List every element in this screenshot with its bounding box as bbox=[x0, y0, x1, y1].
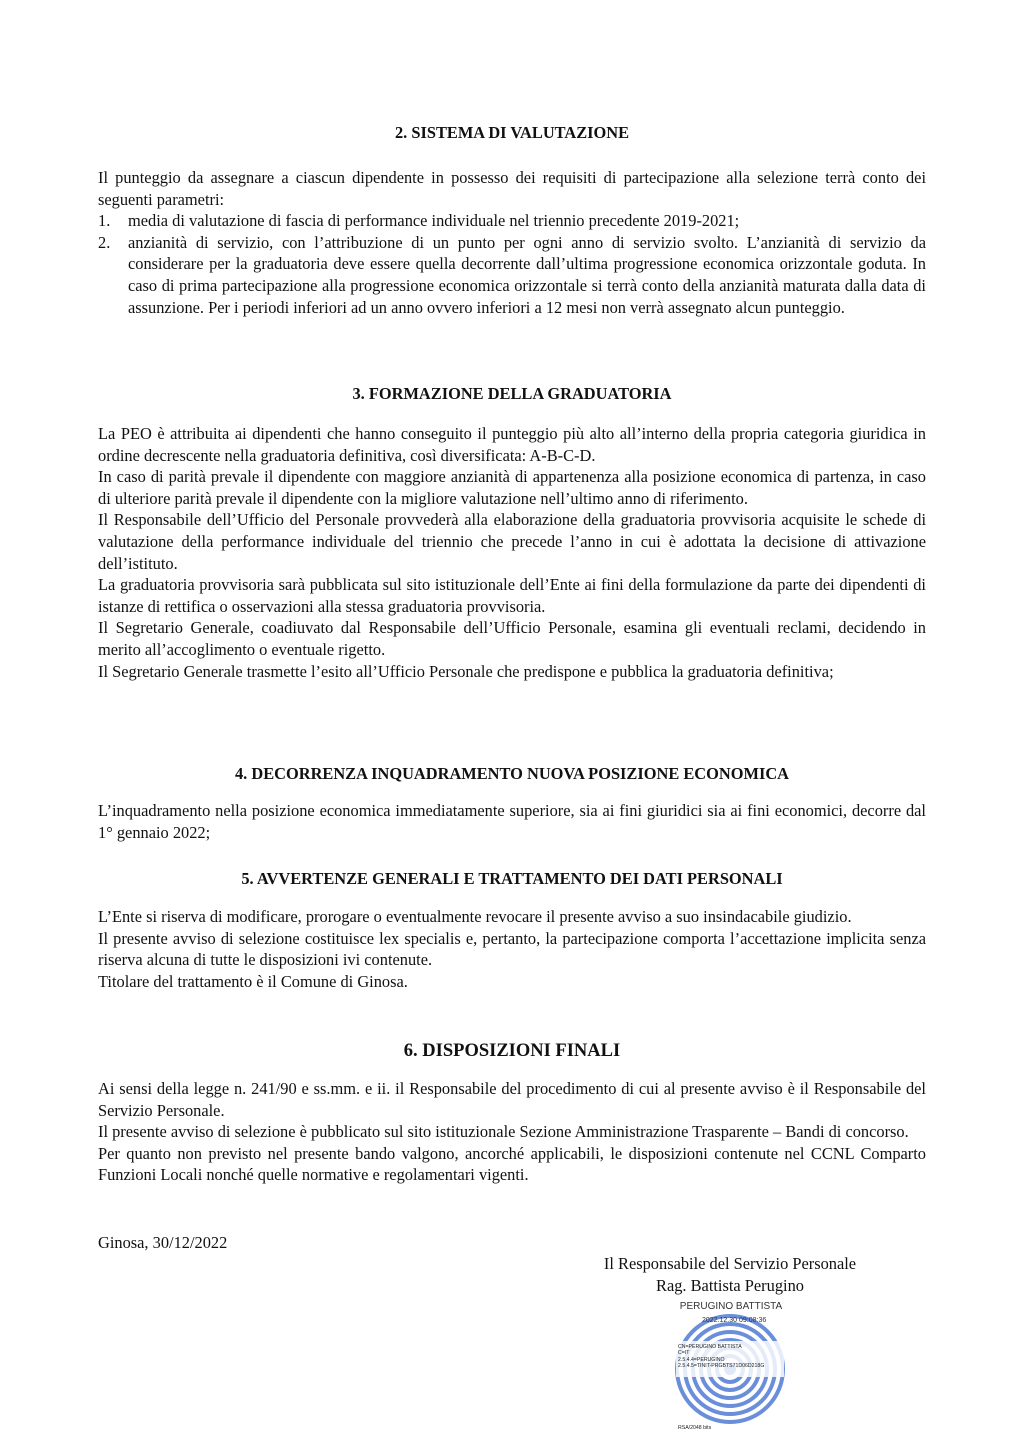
paragraph: La PEO è attribuita ai dipendenti che hanno conseguito il punteggio più alto all’interno della propria categoria giuridica in ordine decrescente nella graduatoria definitiva, così diversificata: A-B-C-D. bbox=[98, 424, 926, 465]
seal-cert-line: 2.5.4.5=TINIT-PRGBTS71D06D218G bbox=[678, 1363, 765, 1370]
list-item-text: anzianità di servizio, con l’attribuzione di un punto per ogni anno di servizio svolto. L’anzianità di servizio da considerare per la graduatoria deve essere quella decorrente dall’ultima progressione economica orizzontale goduta. In caso di prima partecipazione alla progressione economica orizzontale si terrà conto della anzianità maturata dalla data di assunzione. Per i periodi inferiori ad un anno ovvero inferiori a 12 mesi non verrà assegnato alcun punteggio. bbox=[128, 232, 926, 317]
seal-timestamp: 2022.12.30 09:08:36 bbox=[702, 1317, 767, 1324]
section-3-body bbox=[98, 423, 926, 682]
section-2-intro: Il punteggio da assegnare a ciascun dipendente in possesso dei requisiti di partecipazione alla selezione terrà conto dei seguenti parametri: bbox=[98, 168, 926, 209]
paragraph: L’Ente si riserva di modificare, prorogare o eventualmente revocare il presente avviso a suo insindacabile giudizio. bbox=[98, 907, 852, 926]
seal-cert-line: 2.5.4.4=PERUGINO bbox=[678, 1356, 725, 1363]
paragraph: Il presente avviso di selezione è pubblicato sul sito istituzionale Sezione Amministrazione Trasparente – Bandi di concorso. bbox=[98, 1122, 909, 1142]
parameter-list bbox=[98, 210, 926, 318]
signature-block bbox=[560, 1253, 900, 1296]
paragraph: Il Segretario Generale, coadiuvato dal Responsabile dell’Ufficio Personale, esamina gli eventuali reclami, decidendo in merito all’accoglimento o eventuale rigetto. bbox=[98, 618, 926, 659]
section-4-body bbox=[98, 800, 926, 843]
section-3-heading: 3. FORMAZIONE DELLA GRADUATORIA bbox=[352, 384, 672, 403]
paragraph: Il presente avviso di selezione costituisce lex specialis e, pertanto, la partecipazione comporta l’accettazione implicita senza riserva alcuna di tutte le disposizioni ivi contenute. bbox=[98, 928, 926, 970]
list-item bbox=[98, 210, 926, 232]
list-item bbox=[98, 232, 926, 318]
seal-signer: PERUGINO BATTISTA bbox=[679, 1301, 783, 1312]
paragraph: Per quanto non previsto nel presente bando valgono, ancorché applicabili, le disposizioni contenute nel CCNL Comparto Funzioni Locali nonché quelle normative e regolamentari vigenti. bbox=[98, 1143, 926, 1185]
paragraph: In caso di parità prevale il dipendente con maggiore anzianità di appartenenza alla posizione economica di partenza, in caso di ulteriore parità prevale il dipendente con la migliore valutazione nell’ultimo anno di riferimento. bbox=[98, 467, 926, 508]
section-5-heading: 5. AVVERTENZE GENERALI E TRATTAMENTO DEI DATI PERSONALI bbox=[241, 869, 783, 888]
section-5-body bbox=[98, 906, 926, 992]
seal-cert-line: C=IT bbox=[678, 1350, 690, 1357]
paragraph: L’inquadramento nella posizione economica immediatamente superiore, sia ai fini giuridici sia ai fini economici, decorre dal 1° gennaio 2022; bbox=[98, 801, 926, 842]
signer-role: Il Responsabile del Servizio Personale bbox=[603, 1254, 857, 1273]
seal-certificate bbox=[678, 1344, 764, 1370]
paragraph: Il Segretario Generale trasmette l’esito all’Ufficio Personale che predispone e pubblica la graduatoria definitiva; bbox=[98, 661, 834, 681]
seal-algorithm: RSA/2048 bits bbox=[678, 1425, 712, 1431]
section-6-heading: 6. DISPOSIZIONI FINALI bbox=[403, 1041, 621, 1061]
place-date: Ginosa, 30/12/2022 bbox=[98, 1233, 228, 1252]
seal-cert-line: CN=PERUGINO BATTISTA bbox=[678, 1344, 742, 1350]
paragraph: Ai sensi della legge n. 241/90 e ss.mm. e ii. il Responsabile del procedimento di cui al presente avviso è il Responsabile del Servizio Personale. bbox=[98, 1079, 926, 1120]
list-item-number: 1. bbox=[98, 211, 111, 231]
digital-signature-seal bbox=[672, 1301, 790, 1441]
paragraph: Titolare del trattamento è il Comune di Ginosa. bbox=[98, 971, 408, 991]
section-4-heading: 4. DECORRENZA INQUADRAMENTO NUOVA POSIZIONE ECONOMICA bbox=[234, 764, 789, 783]
section-2-heading: 2. SISTEMA DI VALUTAZIONE bbox=[394, 123, 630, 142]
section-6-body bbox=[98, 1078, 926, 1186]
list-item-number: 2. bbox=[98, 232, 111, 252]
signer-name: Rag. Battista Perugino bbox=[656, 1275, 804, 1295]
paragraph: Il Responsabile dell’Ufficio del Personale provvederà alla elaborazione della graduatoria provvisoria acquisite le schede di valutazione della performance individuale del triennio che precede l’anno in cui è adottata la decisione di attivazione dell’istituto. bbox=[98, 510, 926, 573]
section-2-body bbox=[98, 167, 926, 318]
paragraph: La graduatoria provvisoria sarà pubblicata sul sito istituzionale dell’Ente ai fini della formulazione da parte dei dipendenti di istanze di rettifica o osservazioni alla stessa graduatoria provvisoria. bbox=[98, 575, 926, 616]
list-item-text: media di valutazione di fascia di performance individuale nel triennio precedente 2019-2021; bbox=[128, 211, 740, 231]
